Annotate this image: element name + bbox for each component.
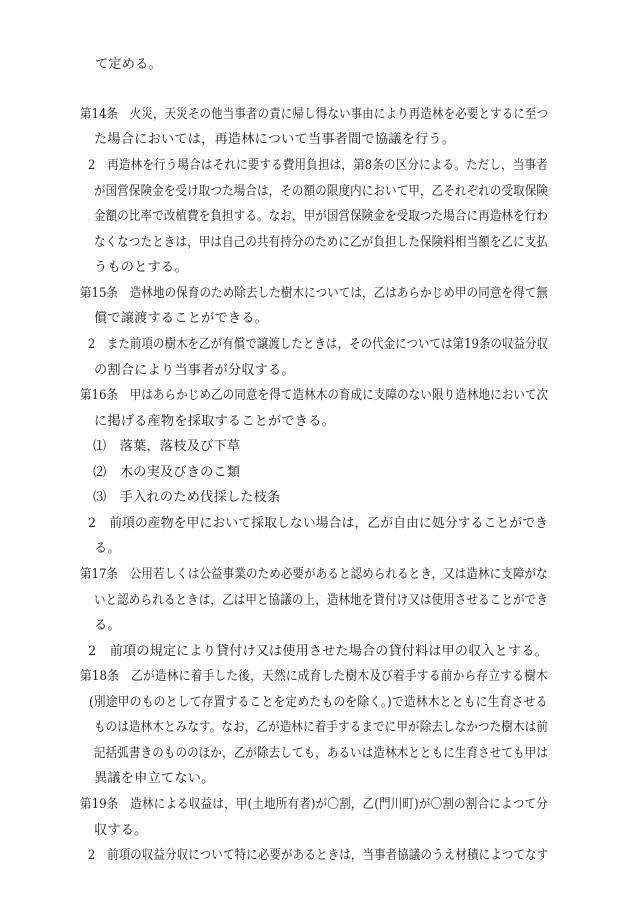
paragraph-2: 2 前項の収益分収について特に必要があるときは，当事者協議のうえ材積によつてなす bbox=[88, 848, 549, 863]
article-15-heading: 第15条 造林地の保育のため除去した樹木については，乙はあらかじめ甲の同意を得て無 bbox=[80, 286, 549, 301]
article-16-heading: 第16条 甲はあらかじめ乙の同意を得て造林木の育成に支障のない限り造林地において次 bbox=[80, 388, 549, 403]
text-line: 金額の比率で改植費を負担する。なお，甲が国営保険金を受取つた場合に再造林を行わ bbox=[94, 209, 549, 224]
text-line: 収する。 bbox=[94, 823, 148, 838]
text-line: (別途甲のものとして存置することを定めたものを除く。)で造林木とともに生育させる bbox=[89, 695, 548, 710]
text-line: た場合においては，再造林について当事者間で協議を行う。 bbox=[94, 132, 456, 147]
paragraph-2: 2 再造林を行う場合はそれに要する費用負担は，第8条の区分による。ただし，当事者 bbox=[88, 158, 548, 173]
text-line: 記括弧書きのもののほか，乙が除去しても，あるいは造林木とともに生育させても甲は bbox=[94, 746, 549, 761]
text-line: なくなつたときは，甲は自己の共有持分のために乙が負担した保険料相当額を乙に支払 bbox=[94, 235, 549, 250]
list-item: ⑴ 落葉，落枝及び下草 bbox=[93, 439, 241, 454]
text-line: る。 bbox=[94, 541, 121, 556]
paragraph-2: 2 前項の規定により貸付け又は使用させた場合の貸付料は甲の収入とする。 bbox=[88, 644, 548, 659]
text-line: うものとする。 bbox=[94, 260, 188, 275]
text-line: いと認められるときは，乙は甲と協議の上，造林地を貸付け又は使用させることができ bbox=[94, 593, 549, 608]
text-line: が国営保険金を受け取つた場合は，その額の限度内において甲，乙それぞれの受取保険 bbox=[94, 184, 549, 199]
article-18-heading: 第18条 乙が造林に着手した後，天然に成育した樹木及び着手する前から存立する樹木 bbox=[80, 669, 548, 684]
article-14-heading: 第14条 火災，天災その他当事者の責に帰し得ない事由により再造林を必要とするに至つ bbox=[80, 107, 549, 122]
article-17-heading: 第17条 公用若しくは公益事業のため必要があると認められるとき，又は造林に支障がな bbox=[80, 567, 548, 582]
text-line: の割合により当事者が分収する。 bbox=[94, 363, 295, 378]
text-line: に掲げる産物を採取することができる。 bbox=[94, 414, 335, 429]
list-item: ⑵ 木の実及びきのこ類 bbox=[93, 465, 241, 480]
text-line: て定める。 bbox=[95, 57, 162, 72]
text-line: る。 bbox=[94, 618, 121, 633]
paragraph-2: 2 前項の産物を甲において採取しない場合は，乙が自由に処分することができ bbox=[88, 516, 549, 531]
list-item: ⑶ 手入れのため伐採した枝条 bbox=[93, 490, 281, 505]
text-line: ものは造林木とみなす。なお，乙が造林に着手するまでに甲が除去しなかつた樹木は前 bbox=[94, 720, 549, 735]
article-19-heading: 第19条 造林による収益は，甲(土地所有者)が〇割，乙(門川町)が〇割の割合によつて分 bbox=[80, 797, 548, 812]
text-line: 異議を申立てない。 bbox=[94, 771, 215, 786]
text-line: 償で譲渡することができる。 bbox=[94, 311, 269, 326]
paragraph-2: 2 また前項の樹木を乙が有償で譲渡したときは，その代金については第19条の収益分収 bbox=[88, 337, 549, 352]
